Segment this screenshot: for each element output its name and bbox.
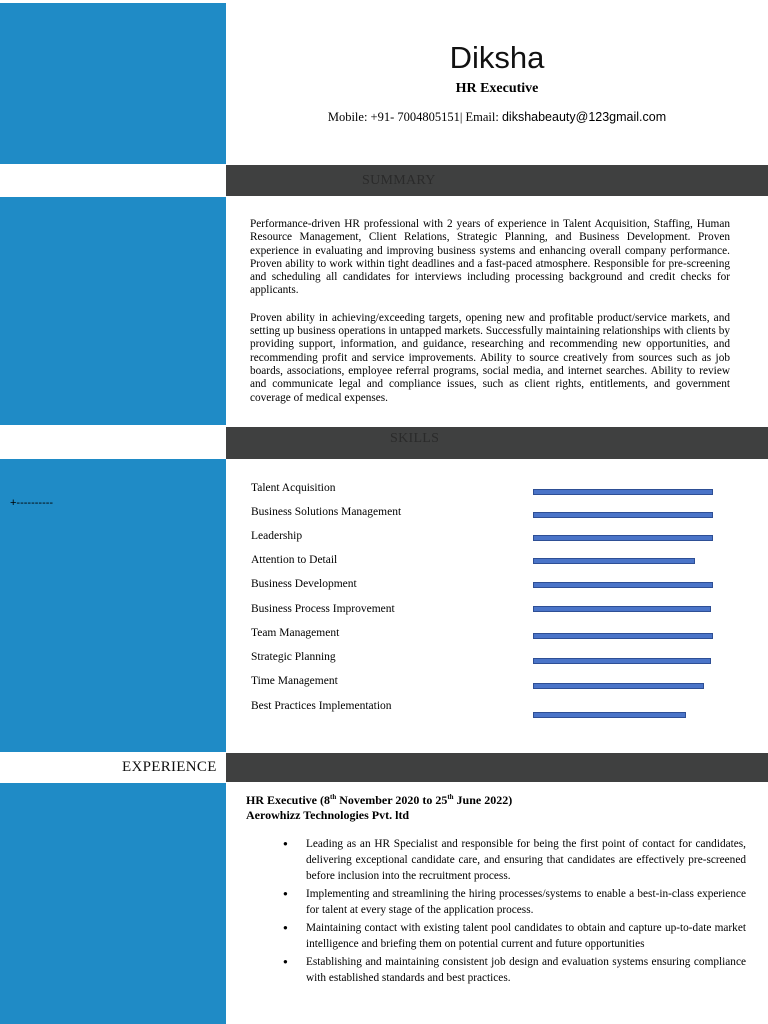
summary-paragraph: Performance-driven HR professional with 2 years of experience in Talent Acquisition, Staffing, Human Resource Management, Client Relations, Strategic Planning, and Business Development. Proven experience in evaluating and improving business systems and enhancing overall company performance. Proven ability to work within tight deadlines and a fast-paced atmosphere. Responsible for pre-screening and scheduling all candidates for interviews including processing background and credit checks for applicants. bbox=[250, 218, 730, 297]
skill-bar bbox=[533, 606, 713, 612]
skill-label: Business Solutions Management bbox=[251, 506, 402, 518]
skill-bar bbox=[533, 582, 713, 588]
skill-label: Best Practices Implementation bbox=[251, 700, 392, 712]
skill-bar bbox=[533, 633, 713, 639]
skill-bar-fill bbox=[533, 582, 713, 588]
skill-bar bbox=[533, 712, 713, 718]
skill-bar-fill bbox=[533, 658, 711, 664]
skill-label: Business Process Improvement bbox=[251, 603, 395, 615]
left-panel-header bbox=[0, 3, 226, 164]
responsibility-item: ● Implementing and streamlining the hiring processes/systems to enable a best-in-class experience for talent at every stage of the application process. bbox=[306, 886, 746, 918]
responsibility-item: ● Leading as an HR Specialist and responsible for being the first point of contact for candidates, delivering exceptional candidate care, and ensuring that candidates are effectively pre-screened before inclusion into the recruitment process. bbox=[306, 836, 746, 884]
skill-bar bbox=[533, 558, 713, 564]
skill-label: Leadership bbox=[251, 530, 303, 542]
skill-bar bbox=[533, 489, 713, 495]
skill-bar bbox=[533, 683, 713, 689]
skill-bar-fill bbox=[533, 512, 713, 518]
skill-bar-fill bbox=[533, 558, 695, 564]
skill-bar-fill bbox=[533, 712, 686, 718]
skill-bar bbox=[533, 658, 713, 664]
skill-bar-fill bbox=[533, 606, 711, 612]
skill-bar-fill bbox=[533, 633, 713, 639]
skills-section-bar bbox=[226, 427, 768, 459]
experience-section-bar bbox=[226, 753, 768, 782]
skill-label: Talent Acquisition bbox=[251, 482, 336, 494]
summary-heading: SUMMARY bbox=[362, 173, 436, 188]
job-title-ordinal: th bbox=[447, 793, 454, 801]
skill-label: Team Management bbox=[251, 627, 340, 639]
summary-text bbox=[250, 218, 730, 412]
company-name: Aerowhizz Technologies Pvt. ltd bbox=[246, 808, 410, 822]
candidate-name: Diksha bbox=[449, 40, 545, 75]
skill-bar bbox=[533, 512, 713, 518]
summary-section-bar bbox=[226, 165, 768, 196]
job-title-ordinal: th bbox=[329, 793, 337, 801]
skill-bar-fill bbox=[533, 683, 704, 689]
left-panel-summary bbox=[0, 197, 226, 425]
job-title bbox=[246, 793, 512, 808]
summary-paragraph: Proven ability in achieving/exceeding targets, opening new and profitable product/service markets, and setting up business operations in untapped markets. Successfully maintaining relationships with clients by providing support, information, and guidance, researching and recommending new opportunities, and recommending profit and service improvements. Ability to source creatively from sources such as job boards, associations, employee referral programs, social media, and internet searches. Ability to review and communicate legal and compliance issues, such as client rights, entitlements, and government coverage of medical expenses. bbox=[250, 311, 730, 404]
skill-bar-fill bbox=[533, 489, 713, 495]
job-title-middle: November 2020 to 25 bbox=[336, 793, 448, 807]
responsibility-item: ● Establishing and maintaining consistent job design and evaluation systems ensuring compliance with established standards and best practices. bbox=[306, 954, 746, 986]
left-panel-experience bbox=[0, 783, 226, 1024]
skill-label: Attention to Detail bbox=[251, 554, 338, 566]
responsibility-list bbox=[306, 836, 746, 988]
job-title-start: HR Executive (8 bbox=[246, 793, 330, 807]
job-title-end: June 2022) bbox=[453, 793, 513, 807]
candidate-role: HR Executive bbox=[455, 81, 539, 96]
experience-heading: EXPERIENCE bbox=[122, 759, 217, 775]
skill-label: Business Development bbox=[251, 578, 357, 590]
responsibility-item: ● Maintaining contact with existing talent pool candidates to obtain and capture up-to-date market intelligence and briefing them on potential current and future opportunities bbox=[306, 920, 746, 952]
decorative-marker: +---------- bbox=[10, 497, 54, 509]
skill-label: Time Management bbox=[251, 675, 338, 687]
skill-bar-fill bbox=[533, 535, 713, 541]
contact-line bbox=[226, 110, 768, 125]
contact-email[interactable]: dikshabeauty@123gmail.com bbox=[501, 110, 667, 124]
contact-mobile: Mobile: +91- 7004805151| Email: bbox=[327, 110, 502, 124]
skills-heading: SKILLS bbox=[390, 431, 440, 446]
skill-label: Strategic Planning bbox=[251, 651, 336, 663]
skill-bar bbox=[533, 535, 713, 541]
